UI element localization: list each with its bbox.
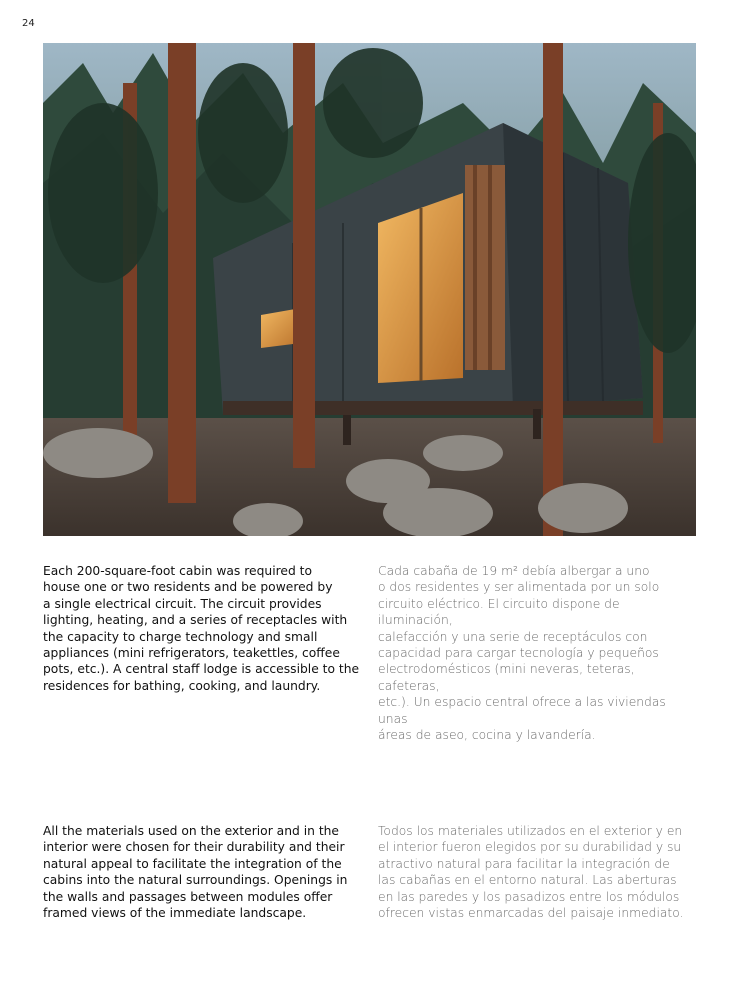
page-number: 24 — [22, 18, 35, 29]
paragraph-2-english: All the materials used on the exterior and in the interior were chosen for their durability and their natural appeal to facilitate the integration of the cabins into the natural surroundings. Openings in the walls and passages between modules offer framed views of the immediate landscape. — [43, 824, 348, 921]
paragraph-2-spanish: Todos los materiales utilizados en el exterior y en el interior fueron elegidos por su durabilidad y su atractivo natural para facilitar la integración de las cabañas en el entorno natural. Las aberturas en las paredes y los pasadizos entre los módulos ofrecen vistas enmarcadas del paisaje inmediato. — [378, 824, 684, 921]
cabin-photo — [43, 43, 696, 536]
paragraph-1-spanish: Cada cabaña de 19 m² debía albergar a uno o dos residentes y ser alimentada por un solo circuito eléctrico. El circuito dispone de iluminación, calefacción y una serie de receptáculos con capacidad para cargar tecnología y pequeños electrodomésticos (mini neveras, teteras, cafeteras, etc.). Un espacio central ofrece a las viviendas unas áreas de aseo, cocina y lavandería. — [378, 564, 666, 743]
paragraph-1-english: Each 200-square-foot cabin was required to house one or two residents and be powered by a single electrical circuit. The circuit provides lighting, heating, and a series of receptacles with the capacity to charge technology and small appliances (mini refrigerators, teakettles, coffee pots, etc.). A central staff lodge is accessible to the residences for bathing, cooking, and laundry. — [43, 564, 360, 693]
